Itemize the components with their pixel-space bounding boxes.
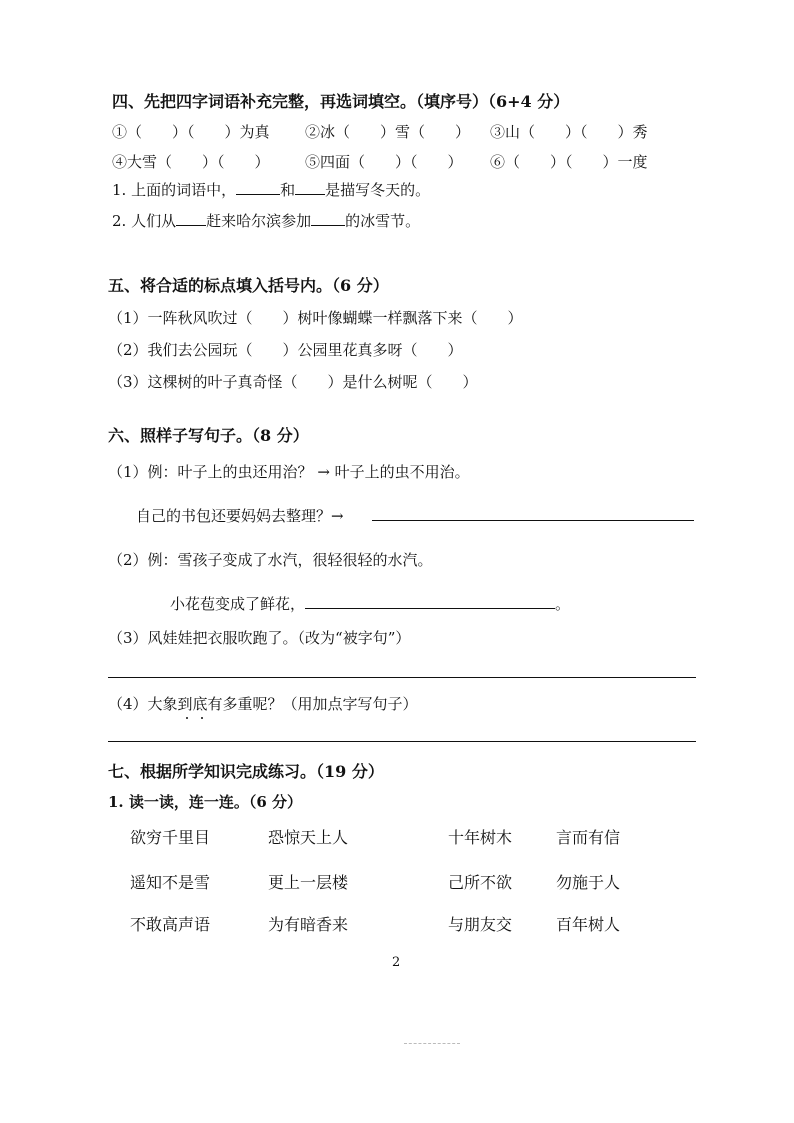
idiom-4: ④大雪（ ）（ ） <box>112 153 270 171</box>
page-number: 2 <box>392 955 401 970</box>
rewrite-q2-end: 。 <box>555 595 571 613</box>
rewrite-q1-example: （1）例：叶子上的虫还用治？ → 叶子上的虫不用治。 <box>108 463 470 481</box>
saying-left-1[interactable]: 十年树木 <box>448 828 513 847</box>
fill-q1-part2: 和 <box>280 181 296 199</box>
fill-question-2 <box>112 211 420 231</box>
rewrite-q1-answer-line[interactable] <box>372 520 694 521</box>
section6-heading: 六、照样子写句子。（8 分） <box>108 426 309 445</box>
poem-line-right-2[interactable]: 更上一层楼 <box>268 873 349 892</box>
rewrite-q3-answer-line[interactable] <box>108 677 696 678</box>
fill-q1-part1: 1. 上面的词语中， <box>112 181 237 199</box>
idiom-6: ⑥（ ）（ ）一度 <box>490 153 648 171</box>
section4-heading: 四、先把四字词语补充完整，再选词填空。（填序号）（6+4 分） <box>112 92 570 111</box>
fill-q1-part3: 是描写冬天的。 <box>325 181 431 199</box>
rewrite-q2-example: （2）例：雪孩子变成了水汽，很轻很轻的水汽。 <box>108 551 433 569</box>
idiom-5: ⑤四面（ ）（ ） <box>305 153 463 171</box>
scan-artifact-divider <box>404 1043 460 1044</box>
saying-right-3[interactable]: 百年树人 <box>556 915 621 934</box>
rewrite-q2-prompt <box>170 594 570 614</box>
fill-q2-blank-2[interactable] <box>311 211 345 226</box>
idiom-1: ①（ ）（ ）为真 <box>112 123 270 141</box>
saying-right-1[interactable]: 言而有信 <box>556 828 621 847</box>
fill-question-1 <box>112 180 430 200</box>
poem-line-right-3[interactable]: 为有暗香来 <box>268 915 349 934</box>
poem-line-left-1[interactable]: 欲穷千里目 <box>130 828 211 847</box>
poem-line-left-2[interactable]: 遥知不是雪 <box>130 873 211 892</box>
punctuation-item-2: （2）我们去公园玩（ ）公园里花真多呀（ ） <box>108 341 463 359</box>
poem-line-left-3[interactable]: 不敢高声语 <box>130 915 211 934</box>
rewrite-q2-prompt-text: 小花苞变成了鲜花， <box>170 595 306 613</box>
rewrite-q4-prompt: （4）大象到底有多重呢？（用加点字写句子） <box>108 695 418 713</box>
saying-left-3[interactable]: 与朋友交 <box>448 915 513 934</box>
idiom-2: ②冰（ ）雪（ ） <box>305 123 471 141</box>
fill-q1-blank-1[interactable] <box>236 180 280 195</box>
fill-q2-part1: 2. 人们从 <box>112 212 177 230</box>
saying-right-2[interactable]: 勿施于人 <box>556 873 621 892</box>
emphasis-dot <box>201 717 203 719</box>
punctuation-item-1: （1）一阵秋风吹过（ ）树叶像蝴蝶一样飘落下来（ ） <box>108 309 523 327</box>
section7-sub1: 1. 读一读，连一连。（6 分） <box>108 793 303 811</box>
section5-heading: 五、将合适的标点填入括号内。（6 分） <box>108 276 389 295</box>
saying-left-2[interactable]: 己所不欲 <box>448 873 513 892</box>
poem-line-right-1[interactable]: 恐惊天上人 <box>268 828 349 847</box>
idiom-3: ③山（ ）（ ）秀 <box>490 123 648 141</box>
fill-q2-part3: 的冰雪节。 <box>345 212 421 230</box>
rewrite-q1-prompt: 自己的书包还要妈妈去整理？→ <box>136 507 344 525</box>
emphasis-dot <box>186 717 188 719</box>
fill-q1-blank-2[interactable] <box>295 180 325 195</box>
rewrite-q4-answer-line[interactable] <box>108 741 696 742</box>
fill-q2-blank-1[interactable] <box>176 211 206 226</box>
rewrite-q2-answer-line[interactable] <box>305 594 555 609</box>
rewrite-q3-prompt: （3）风娃娃把衣服吹跑了。（改为“被字句”） <box>108 629 411 647</box>
fill-q2-part2: 赶来哈尔滨参加 <box>206 212 312 230</box>
section7-heading: 七、根据所学知识完成练习。（19 分） <box>108 762 384 781</box>
punctuation-item-3: （3）这棵树的叶子真奇怪（ ）是什么树呢（ ） <box>108 373 478 391</box>
